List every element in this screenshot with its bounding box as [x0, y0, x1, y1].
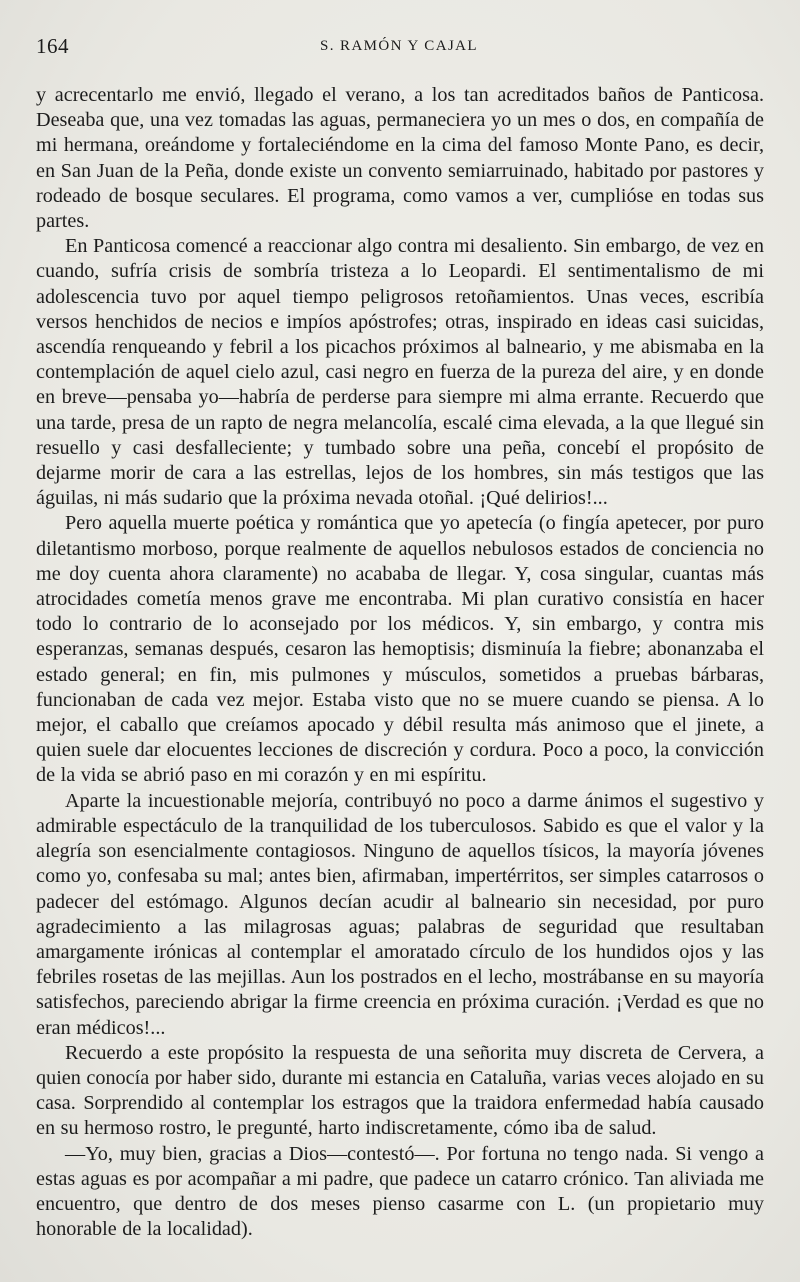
- running-head: S. RAMÓN Y CAJAL: [320, 38, 478, 54]
- paragraph: —Yo, muy bien, gracias a Dios—contestó—. Por fortuna no tengo nada. Si vengo a estas aguas es por acompañar a mi padre, que padece un catarro crónico. Tan aliviada me encuentro, que dentro de dos meses pienso casarme con L. (un propietario muy honorable de la localidad).: [36, 1142, 764, 1241]
- paragraph: Aparte la incuestionable mejoría, contribuyó no poco a darme ánimos el sugestivo y admirable espectáculo de la tranquilidad de los tuberculosos. Sabido es que el valor y la alegría son esencialmente contagiosos. Ninguno de aquellos tísicos, la mayoría jóvenes como yo, confesaba su mal; antes bien, afirmaban, impertérritos, ser simples catarrosos o padecer del estómago. Algunos decían acudir al balneario sin necesidad, por puro agradecimiento a las milagrosas aguas; palabras de seguridad que resultaban amargamente irónicas al contemplar el amoratado círculo de los hundidos ojos y las febriles rosetas de las mejillas. Aun los postrados en el lecho, mostrábanse en su mayoría satisfechos, pareciendo abrigar la firme creencia en próxima curación. ¡Verdad es que no eran médicos!...: [36, 789, 764, 1039]
- page-number: 164: [36, 34, 69, 58]
- paragraph: En Panticosa comencé a reaccionar algo contra mi desaliento. Sin embargo, de vez en cuando, sufría crisis de sombría tristeza a lo Leopardi. El sentimentalismo de mi adolescencia tuvo por aquel tiempo peligrosos retoñamientos. Unas veces, escribía versos henchidos de necios e impíos apóstrofes; otras, inspirado en ideas casi suicidas, ascendía renqueando y febril a los picachos próximos al balneario, y me abismaba en la contemplación de aquel cielo azul, casi negro en fuerza de la pureza del aire, y en donde en breve—pensaba yo—habría de perderse para siempre mi alma errante. Recuerdo que una tarde, presa de un rapto de negra melancolía, escalé cima elevada, a la que llegué sin resuello y casi desfalleciente; y tumbado sobre una peña, concebí el propósito de dejarme morir de cara a las estrellas, lejos de los hombres, sin más testigos que las águilas, ni más sudario que la próxima nevada otoñal. ¡Qué delirios!...: [36, 235, 764, 510]
- paragraph: y acrecentarlo me envió, llegado el verano, a los tan acreditados baños de Panticosa. Deseaba que, una vez tomadas las aguas, permaneciera yo un mes o dos, en compañía de mi hermana, oreándome y fortaleciéndome en la cima del famoso Monte Pano, es decir, en San Juan de la Peña, donde existe un convento semiarruinado, habitado por pastores y rodeado de bosque seculares. El programa, como vamos a ver, cumplióse en todas sus partes.: [36, 84, 764, 233]
- body-text: [36, 83, 764, 1242]
- paragraph: Pero aquella muerte poética y romántica que yo apetecía (o fingía apetecer, por puro diletantismo morboso, porque realmente de aquellos nebulosos estados de conciencia no me doy cuenta ahora claramente) no acababa de llegar. Y, cosa singular, cuantas más atrocidades cometía menos grave me encontraba. Mi plan curativo consistía en hacer todo lo contrario de lo aconsejado por los médicos. Y, sin embargo, y contra mis esperanzas, semanas después, cesaron las hemoptisis; disminuía la fiebre; abonanzaba el estado general; en fin, mis pulmones y músculos, sometidos a pruebas bárbaras, funcionaban de cada vez mejor. Estaba visto que no se muere cuando se piensa. A lo mejor, el caballo que creíamos apocado y débil resulta más animoso que el jinete, a quien suele dar elocuentes lecciones de discreción y cordura. Poco a poco, la convicción de la vida se abrió paso en mi corazón y en mi espíritu.: [36, 512, 764, 787]
- page-header: [36, 34, 762, 62]
- paragraph: Recuerdo a este propósito la respuesta de una señorita muy discreta de Cervera, a quien conocía por haber sido, durante mi estancia en Cataluña, varias veces alojado en su casa. Sorprendido al contemplar los estragos que la traidora enfermedad había causado en su hermoso rostro, le pregunté, harto indiscretamente, cómo iba de salud.: [36, 1041, 764, 1140]
